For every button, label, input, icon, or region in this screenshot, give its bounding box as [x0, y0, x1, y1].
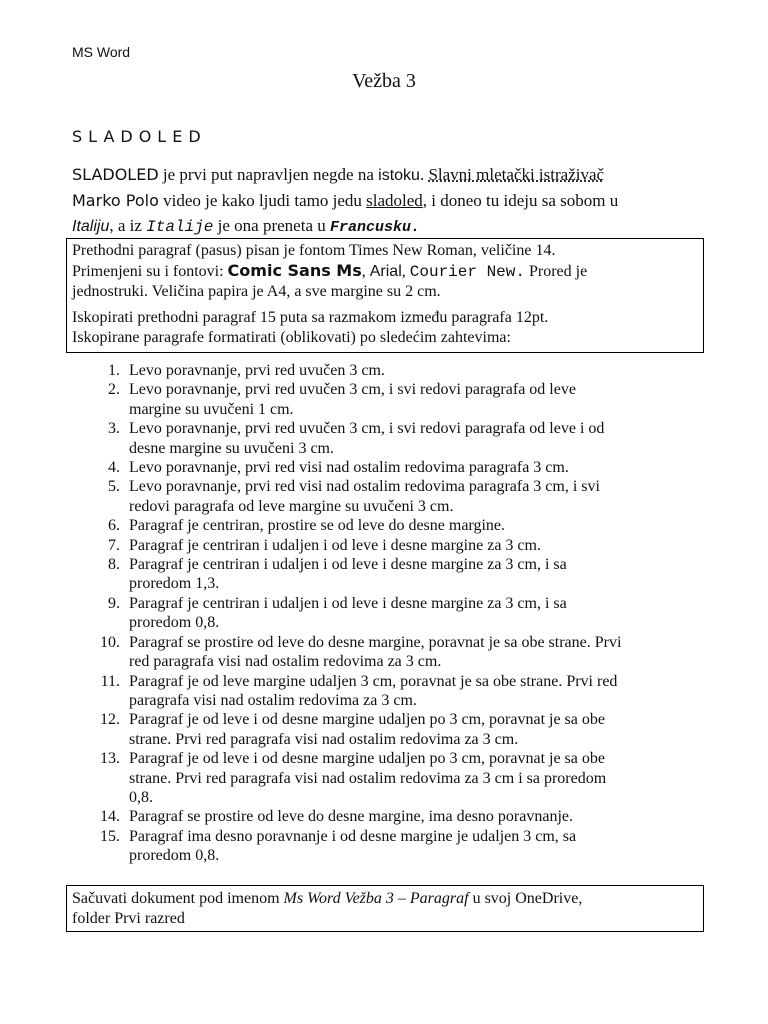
list-number: 12.: [100, 711, 120, 729]
list-item: [72, 458, 702, 477]
document-name: Ms Word Vežba 3 – Paragraf: [283, 890, 469, 907]
list-item: [72, 380, 702, 419]
list-text: Levo poravnanje, prvi red uvučen 3 cm.: [129, 362, 385, 379]
list-item: [72, 827, 702, 866]
list-text: Paragraf je od leve i od desne margine udaljen po 3 cm, poravnat je sa obe: [129, 711, 605, 729]
instructions-line: Prethodni paragraf (pasus) pisan je fontom Times New Roman, veličine 14.: [72, 242, 556, 259]
save-instructions-box: [66, 885, 704, 932]
list-number: 6.: [108, 517, 120, 535]
list-item: [72, 710, 702, 749]
list-item: [72, 361, 702, 380]
header-label: MS Word: [72, 44, 131, 60]
list-item: [72, 633, 702, 672]
list-text: strane. Prvi red paragrafa visi nad ostalim redovima za 3 cm i sa proredom: [129, 769, 607, 787]
intro-sladoled-underlined: sladoled: [366, 191, 423, 210]
list-item: [72, 555, 702, 594]
list-item: [72, 594, 702, 633]
list-text: Paragraf je centriran i udaljen i od leve i desne margine za 3 cm.: [129, 536, 541, 554]
instructions-line: jednostruki. Veličina papira je A4, a sve margine su 2 cm.: [72, 283, 441, 300]
list-text: Paragraf je od leve i od desne margine udaljen po 3 cm, poravnat je sa obe: [129, 750, 605, 768]
list-number: 14.: [100, 808, 120, 826]
list-text: Paragraf ima desno poravnanje i od desne margine je udaljen 3 cm, sa: [129, 827, 577, 845]
list-item: [72, 536, 702, 555]
save-text: Sačuvati dokument pod imenom: [72, 890, 284, 907]
intro-istoku-arial: istoku: [378, 167, 420, 184]
list-number: 4.: [108, 459, 120, 477]
list-text: redovi paragrafa od leve margine su uvučeni 3 cm.: [129, 497, 454, 515]
list-text: Paragraf se prostire od leve do desne margine, poravnat je sa obe strane. Prvi: [129, 633, 622, 651]
intro-text: .: [419, 165, 429, 184]
font-name-courier: Courier New.: [409, 263, 525, 281]
list-number: 1.: [108, 362, 120, 379]
instructions-line: Iskopirane paragrafe formatirati (oblikovati) po sledećim zahtevima:: [72, 329, 511, 346]
list-text: proredom 1,3.: [129, 575, 220, 593]
intro-text: video je kako ljudi tamo jedu: [158, 191, 367, 210]
instructions-text: Prored je: [524, 263, 588, 280]
instructions-line: Iskopirati prethodni paragraf 15 puta sa razmakom između paragrafa 12pt.: [72, 309, 549, 326]
font-name-comic-sans: Comic Sans Ms: [227, 261, 362, 280]
intro-francusku-courier: Francusku.: [330, 219, 421, 236]
instructions-text: ,: [361, 263, 370, 280]
list-item: [72, 477, 702, 516]
save-line: folder Prvi razred: [72, 910, 185, 927]
section-heading: SLADOLED: [72, 127, 207, 146]
instructions-text: ,: [401, 263, 410, 280]
list-number: 13.: [100, 750, 120, 768]
intro-italiju-arial: Italiju: [72, 218, 110, 235]
list-item: [72, 807, 702, 826]
save-line: [72, 889, 698, 909]
intro-sladoled-comic: SLADOLED: [72, 165, 159, 184]
list-text: Levo poravnanje, prvi red uvučen 3 cm, i svi redovi paragrafa od leve: [129, 381, 576, 399]
list-text: paragrafa visi nad ostalim redovima za 3 cm.: [129, 691, 417, 709]
list-text: strane. Prvi red paragrafa visi nad ostalim redovima za 3 cm.: [129, 730, 519, 748]
list-text: desne margine su uvučeni 3 cm.: [129, 439, 334, 457]
list-number: 15.: [100, 827, 120, 845]
list-text: Paragraf je od leve margine udaljen 3 cm, poravnat je sa obe strane. Prvi red: [129, 672, 618, 690]
list-number: 2.: [108, 381, 120, 399]
intro-italije-courier: Italije: [146, 218, 214, 236]
list-number: 10.: [100, 633, 120, 651]
list-text: proredom 0,8.: [129, 847, 220, 865]
list-number: 3.: [108, 420, 120, 438]
list-item: [72, 749, 702, 807]
list-number: 8.: [108, 556, 120, 574]
list-text: Levo poravnanje, prvi red visi nad ostalim redovima paragrafa 3 cm.: [129, 459, 569, 477]
list-text: Levo poravnanje, prvi red visi nad ostalim redovima paragrafa 3 cm, i svi: [129, 478, 600, 496]
intro-text: je prvi put napravljen negde na: [158, 165, 379, 184]
list-text: Paragraf je centriran i udaljen i od leve i desne margine za 3 cm, i sa: [129, 556, 567, 574]
intro-text: je ona preneta u: [213, 216, 330, 235]
list-item: [72, 419, 702, 458]
intro-text: , a iz: [109, 216, 147, 235]
list-number: 9.: [108, 594, 120, 612]
intro-marko-polo-comic: Marko Polo: [72, 191, 159, 210]
instructions-line: [72, 261, 698, 282]
intro-underlined-phrase: Slavni mletački istraživač: [428, 165, 605, 184]
list-number: 11.: [100, 672, 120, 690]
list-text: Paragraf je centriran, prostire se od leve do desne margine.: [129, 517, 505, 535]
intro-text: , i doneo tu ideju sa sobom u: [422, 191, 619, 210]
list-text: 0,8.: [129, 788, 153, 806]
intro-paragraph: [72, 162, 672, 240]
font-name-arial: Arial: [369, 263, 402, 280]
instructions-text: Primenjeni su i fontovi:: [72, 263, 228, 280]
list-text: Paragraf se prostire od leve do desne margine, ima desno poravnanje.: [129, 808, 573, 826]
list-text: proredom 0,8.: [129, 614, 220, 632]
list-text: margine su uvučeni 1 cm.: [129, 400, 294, 418]
intro-line-1: [72, 162, 672, 188]
requirements-list: [72, 361, 702, 866]
intro-line-3: [72, 213, 672, 240]
list-item: [72, 672, 702, 711]
list-text: Paragraf je centriran i udaljen i od leve i desne margine za 3 cm, i sa: [129, 594, 567, 612]
list-text: red paragrafa visi nad ostalim redovima za 3 cm.: [129, 653, 442, 671]
list-number: 5.: [108, 478, 120, 496]
save-text: u svoj OneDrive,: [468, 890, 583, 907]
list-item: [72, 516, 702, 535]
intro-line-2: [72, 188, 672, 213]
instructions-box: [66, 238, 704, 353]
list-number: 7.: [108, 536, 120, 554]
document-title: Vežba 3: [352, 70, 416, 92]
list-text: Levo poravnanje, prvi red uvučen 3 cm, i svi redovi paragrafa od leve i od: [129, 420, 605, 438]
